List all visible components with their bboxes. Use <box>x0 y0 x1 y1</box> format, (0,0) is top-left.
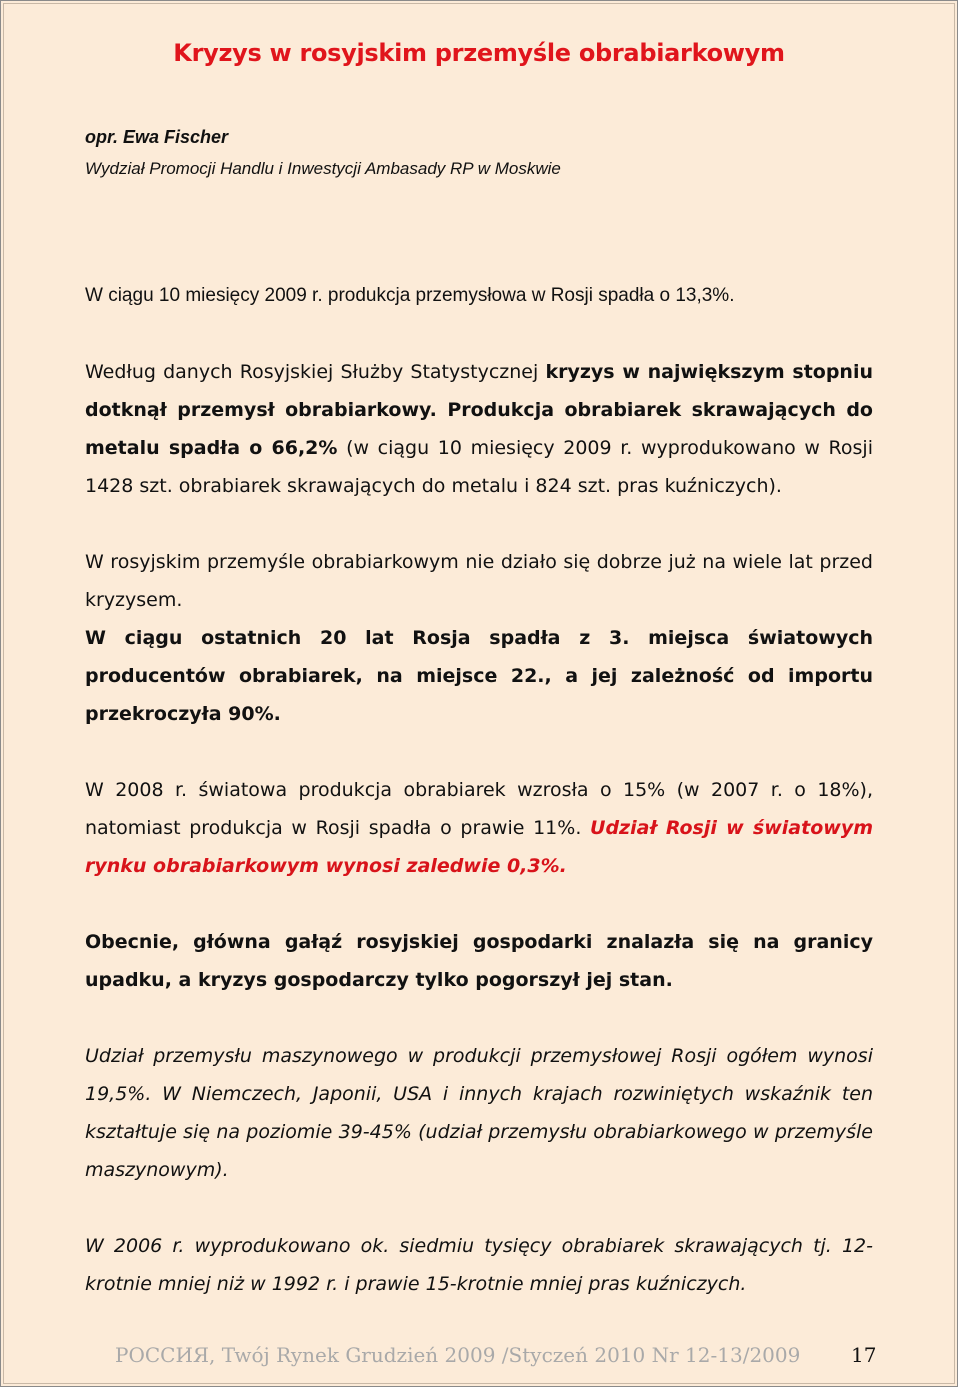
paragraph-2-bold: kryzys w największym stopniu dotknął przemysł obrabiarkowy. Produkcja obrabiarek skrawających do metalu spadła o 66,2% <box>85 361 873 459</box>
article-title: Kryzys w rosyjskim przemyśle obrabiarkowym <box>173 39 785 67</box>
paragraph-4: W ciągu ostatnich 20 lat Rosja spadła z 3. miejsca światowych producentów obrabiarek, na miejsce 22., a jej zależność od importu przekroczyła 90%. <box>85 627 873 725</box>
paragraph-5-highlight: Udział Rosji w światowym rynku obrabiarkowym wynosi zaledwie 0,3%. <box>85 817 873 877</box>
paragraph-8: W 2006 r. wyprodukowano ok. siedmiu tysięcy obrabiarek skrawających tj. 12-krotnie mniej niż w 1992 r. i prawie 15-krotnie mniej pras kuźniczych. <box>85 1235 873 1295</box>
paragraph-7: Udział przemysłu maszynowego w produkcji przemysłowej Rosji ogółem wynosi 19,5%. W Niemczech, Japonii, USA i innych krajach rozwiniętych wskaźnik ten kształtuje się na poziomie 39-45% (udział przemysłu obrabiarkowego w przemyśle maszynowym). <box>85 1045 873 1181</box>
author-line: opr. Ewa Fischer <box>85 127 229 147</box>
affiliation-line: Wydział Promocji Handlu i Inwestycji Ambasady RP w Moskwie <box>85 159 561 178</box>
paragraph-2-intro: Według danych Rosyjskiej Służby Statystycznej <box>85 361 546 383</box>
paragraph-6: Obecnie, główna gałąź rosyjskiej gospodarki znalazła się na granicy upadku, a kryzys gospodarczy tylko pogorszył jej stan. <box>85 931 873 991</box>
paragraph-5-text: W 2008 r. światowa produkcja obrabiarek wzrosła o 15% (w 2007 r. o 18%), natomiast produkcja w Rosji spadła o prawie 11%. <box>85 779 873 839</box>
paragraph-5 <box>85 771 873 885</box>
footer-publication: РОССИЯ, Twój Rynek Grudzień 2009 /Styczeń 2010 Nr 12-13/2009 <box>115 1343 801 1367</box>
paragraph-3: W rosyjskim przemyśle obrabiarkowym nie działo się dobrze już na wiele lat przed kryzysem. <box>85 551 873 611</box>
paragraph-2-rest: (w ciągu 10 miesięcy 2009 r. wyprodukowano w Rosji 1428 szt. obrabiarek skrawających do metalu i 824 szt. pras kuźniczych). <box>85 437 873 497</box>
paragraph-1: W ciągu 10 miesięcy 2009 r. produkcja przemysłowa w Rosji spadła o 13,3%. <box>85 285 735 306</box>
paragraph-2 <box>85 353 873 505</box>
page-number: 17 <box>851 1343 877 1367</box>
